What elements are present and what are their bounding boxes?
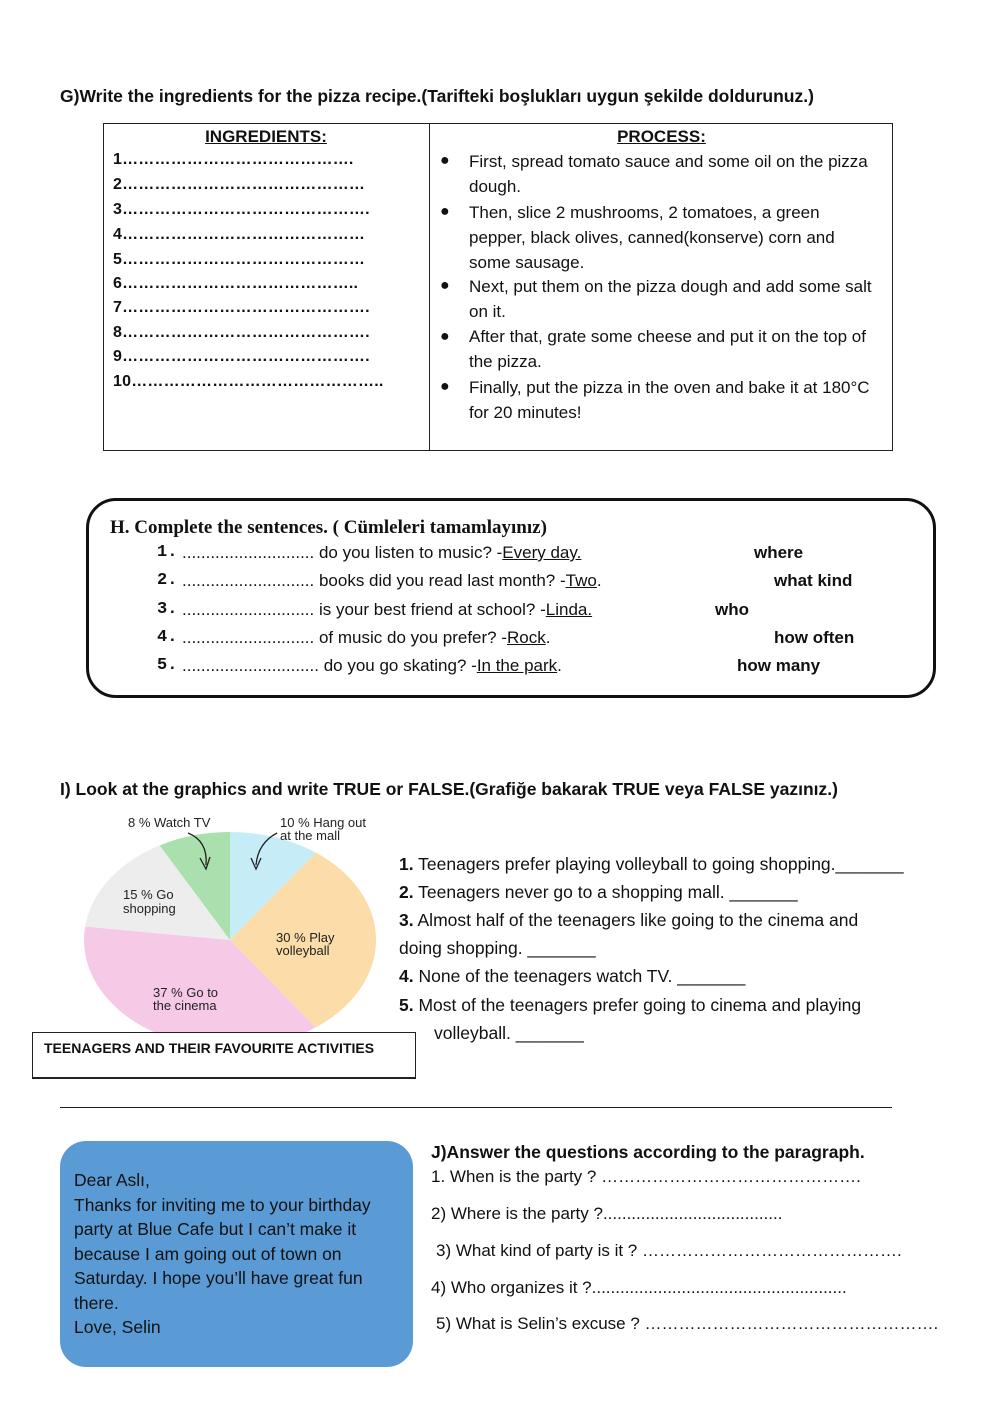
sentence-answer: Rock: [507, 628, 546, 647]
section-separator: [60, 1107, 892, 1108]
pie-label-volleyball-line1: 30 % Play: [276, 930, 335, 945]
ingredient-blank-3[interactable]: 3……………………………………….: [113, 201, 370, 218]
word-bank-how-many: how many: [737, 656, 821, 675]
process-step-4: After that, grate some cheese and put it on the top of the pizza.: [469, 327, 866, 371]
sentence-number: 1.: [157, 543, 178, 562]
ingredients-header: INGREDIENTS:: [205, 127, 327, 146]
sentence-answer: Linda.: [545, 600, 593, 619]
sentence-1: ............................ do you listen to music? -Every day.: [182, 543, 582, 562]
tf-question-1[interactable]: 1. Teenagers prefer playing volleyball to going shopping._______: [399, 854, 904, 874]
sentence-number: 2.: [157, 571, 178, 590]
section-i-title: I) Look at the graphics and write TRUE or FALSE.(Grafiğe bakarak TRUE veya FALSE yazınız.): [60, 779, 838, 799]
ingredient-blank-7[interactable]: 7……………………………………….: [113, 299, 370, 316]
process-step-5: Finally, put the pizza in the oven and bake it at 180°C for 20 minutes!: [469, 378, 870, 422]
bullet-icon: ●: [440, 277, 450, 294]
j-question-2[interactable]: 2) Where is the party ?......................................: [431, 1204, 783, 1223]
tf-question-5-cont[interactable]: volleyball. _______: [434, 1023, 584, 1043]
letter-line: Love, Selin: [74, 1317, 161, 1337]
section-g-title: G)Write the ingredients for the pizza recipe.(Tarifteki boşlukları uygun şekilde doldurunuz.): [60, 86, 814, 106]
pie-label-volleyball-line2: volleyball: [276, 943, 330, 958]
pie-label-shopping-line2: shopping: [123, 901, 176, 916]
sentence-blank[interactable]: .............................: [182, 656, 319, 675]
ingredient-blank-6[interactable]: 6……………………………………..: [113, 275, 359, 292]
sentence-blank[interactable]: ............................: [182, 571, 315, 590]
letter-line: Saturday. I hope you’ll have great fun: [74, 1268, 363, 1288]
letter-line: there.: [74, 1292, 119, 1313]
pie-label-cinema-line2: the cinema: [153, 998, 217, 1013]
process-step-2: Then, slice 2 mushrooms, 2 tomatoes, a green pepper, black olives, canned(konserve) corn and some sausage.: [469, 203, 835, 272]
ingredient-blank-2[interactable]: 2………………………………………: [113, 176, 366, 193]
sentence-5: ............................. do you go skating? -In the park.: [182, 656, 562, 675]
letter-line: Dear Aslı,: [74, 1170, 150, 1190]
sentence-answer: In the park: [476, 656, 558, 675]
pie-label-watch-tv: 8 % Watch TV: [128, 815, 211, 830]
sentence-answer: Every day.: [502, 543, 582, 562]
process-step-1: First, spread tomato sauce and some oil on the pizza dough.: [469, 152, 868, 196]
chart-title: TEENAGERS AND THEIR FAVOURITE ACTIVITIES: [44, 1040, 375, 1056]
tf-question-4[interactable]: 4. None of the teenagers watch TV. _______: [399, 966, 746, 986]
word-bank-what-kind: what kind: [774, 571, 853, 590]
process-step-3: Next, put them on the pizza dough and add some salt on it.: [469, 277, 872, 321]
process-header: PROCESS:: [617, 127, 706, 146]
sentence-3: ............................ is your best friend at school? -Linda.: [182, 600, 593, 619]
sentence-number: 5.: [157, 656, 178, 675]
sentence-answer: Two: [565, 571, 597, 590]
bullet-icon: ●: [440, 328, 450, 345]
word-bank-where: where: [754, 543, 804, 562]
bullet-icon: ●: [440, 152, 450, 169]
sentence-4: ............................ of music do you prefer? -Rock.: [182, 628, 551, 647]
bullet-icon: ●: [440, 203, 450, 220]
ingredient-blank-9[interactable]: 9……………………………………….: [113, 348, 370, 365]
ingredient-blank-5[interactable]: 5………………………………………: [113, 251, 366, 268]
tf-question-3[interactable]: 3. Almost half of the teenagers like going to the cinema and: [399, 910, 859, 930]
ingredient-blank-10[interactable]: 10………………………………………..: [113, 373, 384, 390]
ingredient-blank-1[interactable]: 1…………………………………….: [113, 151, 354, 168]
letter-text: [74, 1168, 404, 1340]
j-question-1[interactable]: 1. When is the party ? ……………………………………….: [431, 1167, 861, 1186]
letter-line: because I am going out of town on: [74, 1243, 342, 1264]
ingredient-blank-8[interactable]: 8……………………………………….: [113, 324, 370, 341]
sentence-blank[interactable]: ............................: [182, 600, 315, 619]
ingredient-blank-4[interactable]: 4………………………………………: [113, 226, 366, 243]
letter-line: party at Blue Cafe but I can’t make it: [74, 1219, 357, 1239]
word-bank-how-often: how often: [774, 628, 855, 647]
word-bank-who: who: [715, 600, 749, 619]
pie-label-shopping-line1: 15 % Go: [123, 887, 174, 902]
tf-question-2[interactable]: 2. Teenagers never go to a shopping mall. _______: [399, 882, 798, 902]
tf-question-5[interactable]: 5. Most of the teenagers prefer going to cinema and playing: [399, 995, 862, 1015]
pie-label-mall-line2: at the mall: [280, 828, 340, 843]
activities-pie-chart: [40, 805, 420, 1035]
j-question-4[interactable]: 4) Who organizes it ?......................................................: [431, 1278, 847, 1297]
tf-question-3-cont[interactable]: doing shopping. _______: [399, 938, 596, 958]
sentence-blank[interactable]: ............................: [182, 543, 315, 562]
pie-label-cinema-line1: 37 % Go to: [153, 985, 219, 1000]
section-j-title: J)Answer the questions according to the paragraph.: [431, 1142, 865, 1162]
letter-line: Thanks for inviting me to your birthday: [74, 1194, 371, 1215]
bullet-icon: ●: [440, 378, 450, 395]
table-divider: [429, 123, 430, 451]
pie-label-mall-line1: 10 % Hang out: [280, 815, 367, 830]
section-h-title: H. Complete the sentences. ( Cümleleri tamamlayınız): [110, 517, 547, 538]
sentence-number: 3.: [157, 600, 178, 619]
sentence-2: ............................ books did you read last month? -Two.: [182, 571, 602, 590]
j-question-3[interactable]: 3) What kind of party is it ? ……………………………………….: [436, 1241, 902, 1260]
sentence-blank[interactable]: ............................: [182, 628, 315, 647]
j-question-5[interactable]: 5) What is Selin’s excuse ? …………………………………………….: [436, 1314, 939, 1333]
sentence-number: 4.: [157, 628, 178, 647]
